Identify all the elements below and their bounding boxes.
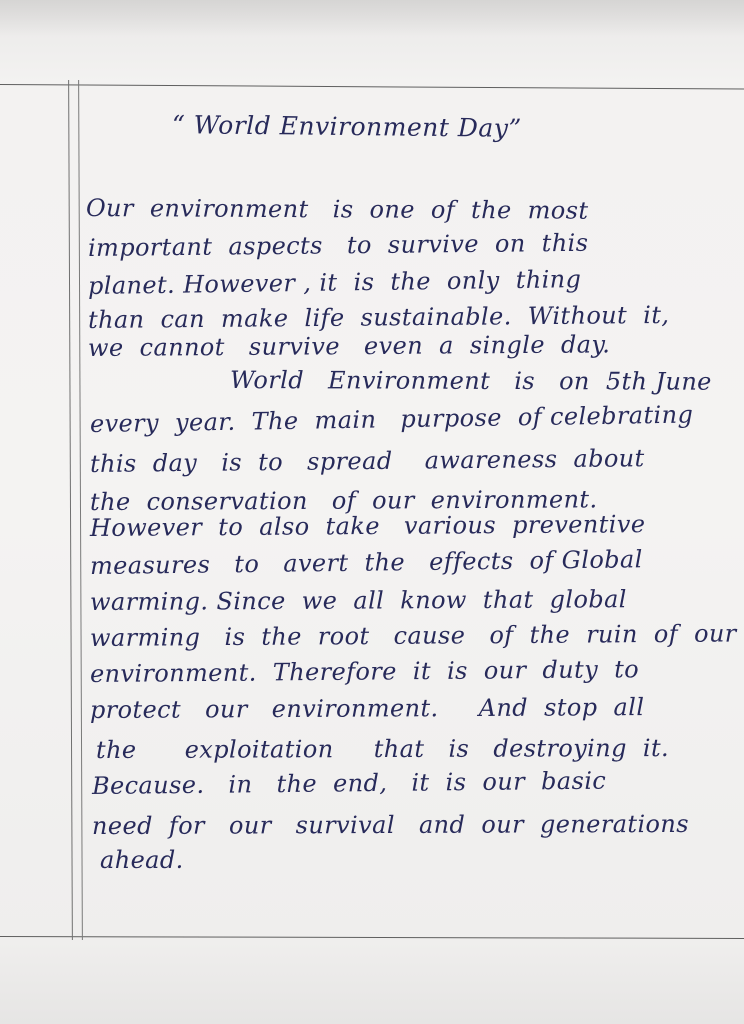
essay-line: warming. Since we all know that global (89, 585, 627, 616)
essay-line: planet. However , it is the only thing (87, 265, 582, 300)
essay-line: this day is to spread awareness about (89, 444, 645, 478)
essay-line: than can make life sustainable. Without it, (87, 300, 670, 334)
essay-line: warming is the root cause of the ruin of our (89, 619, 737, 652)
essay-line: every year. The main purpose of celebrating (89, 400, 694, 438)
essay-line: environment. Therefore it is our duty to (89, 655, 640, 688)
essay-line: Because. in the end, it is our basic (91, 766, 607, 800)
essay-line: measures to avert the effects of Global (89, 545, 643, 580)
essay-line: the exploitation that is destroying it. (95, 733, 670, 764)
essay-line: the conservation of our environment. (89, 485, 598, 516)
essay-line: important aspects to survive on this (87, 228, 589, 262)
essay-line: ahead. (100, 846, 184, 874)
essay-line: Our environment is one of the most (85, 194, 589, 225)
essay-line: need for our survival and our generations (91, 809, 689, 840)
essay-line: World Environment is on 5th June (229, 366, 712, 396)
essay-line: However to also take various preventive (89, 510, 646, 542)
essay-line: protect our environment. And stop all (89, 693, 645, 724)
essay-title: “ World Environment Day” (171, 110, 522, 143)
essay-line: we cannot survive even a single day. (87, 330, 611, 362)
